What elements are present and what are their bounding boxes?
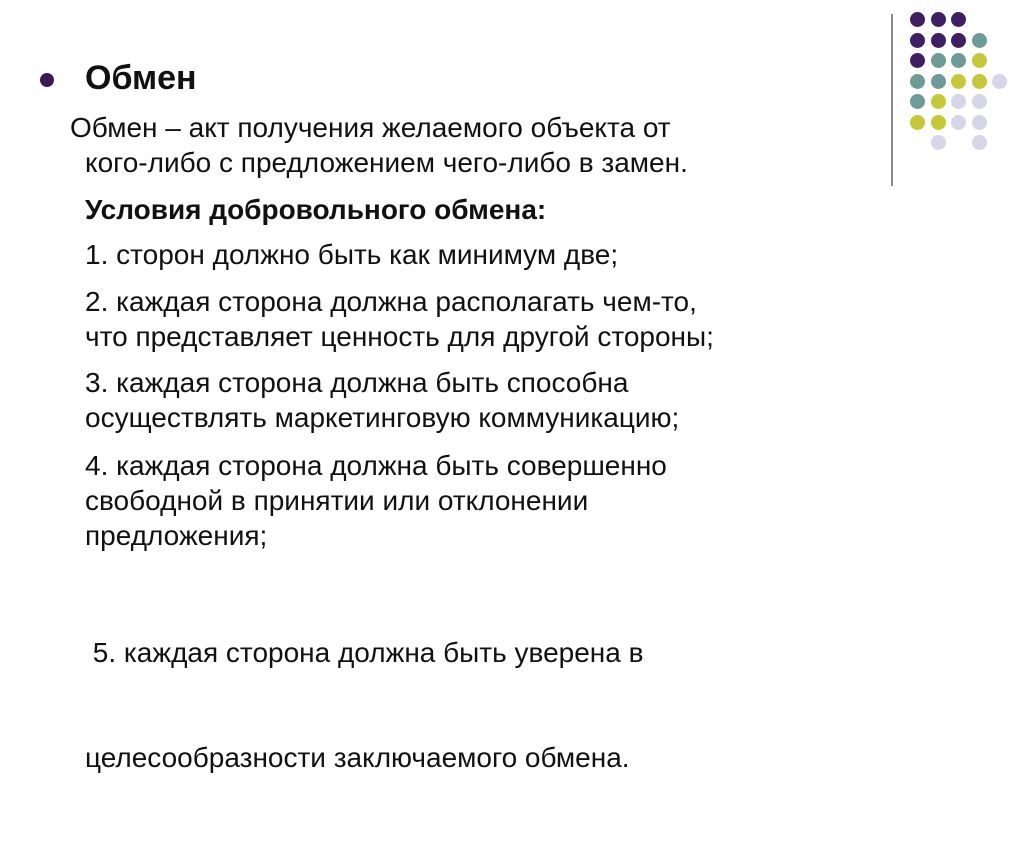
condition-item [85, 565, 643, 845]
definition-line: кого-либо с предложением чего-либо в замен. [85, 147, 688, 178]
condition-line: целесообразности заключаемого обмена. [85, 742, 630, 773]
condition-line: 3. каждая сторона должна быть способна [85, 367, 629, 398]
condition-line: 1. сторон должно быть как минимум две; [85, 239, 619, 270]
definition-line: Обмен – акт получения желаемого объекта от [70, 112, 671, 143]
definition-paragraph [70, 110, 688, 180]
condition-line: 4. каждая сторона должна быть совершенно [85, 450, 667, 481]
condition-line: свободной в принятии или отклонении [85, 485, 589, 516]
condition-item [85, 284, 714, 354]
condition-line: 2. каждая сторона должна располагать чем-то, [85, 286, 697, 317]
slide-title: Обмен [85, 59, 197, 97]
condition-item [85, 237, 618, 272]
condition-line: что представляет ценность для другой стороны; [85, 321, 714, 352]
condition-line: 5. каждая сторона должна быть уверена в [85, 637, 644, 668]
condition-item [85, 365, 679, 435]
condition-line: предложения; [85, 520, 268, 551]
condition-item [85, 448, 667, 553]
condition-line: осуществлять маркетинговую коммуникацию; [85, 402, 680, 433]
conditions-heading: Условия добровольного обмена: [85, 194, 547, 225]
